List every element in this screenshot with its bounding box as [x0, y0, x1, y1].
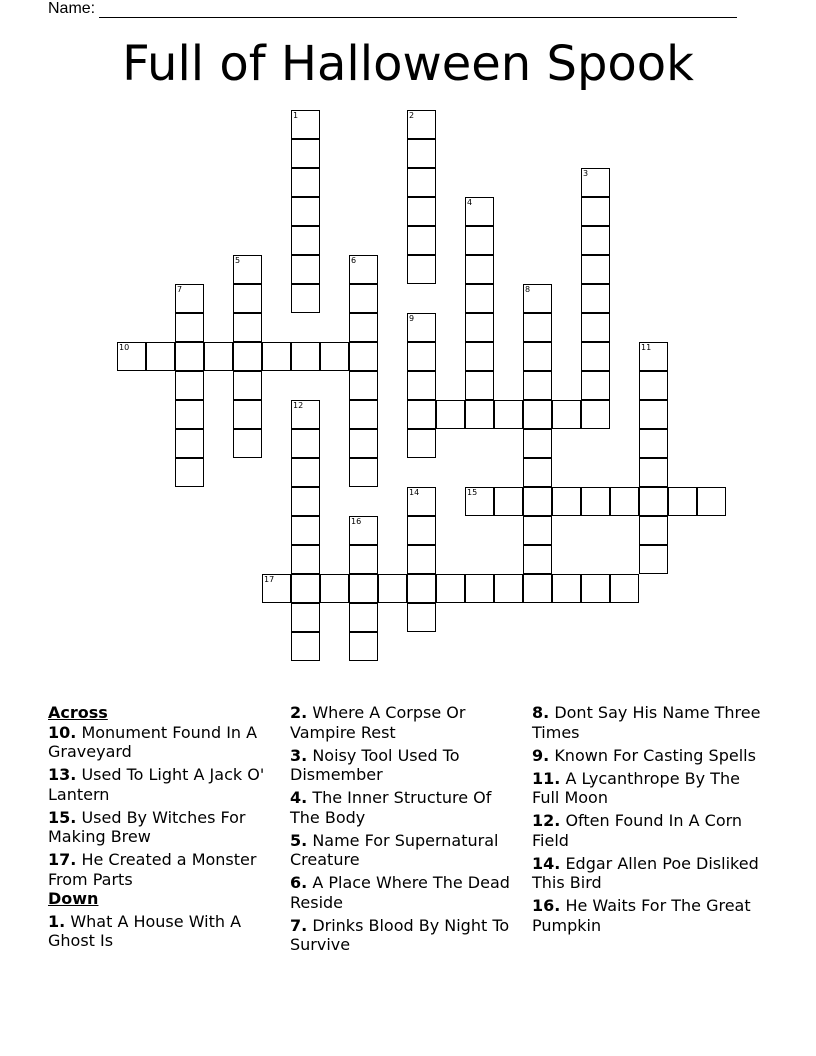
grid-cell[interactable] [349, 603, 378, 632]
grid-cell-6[interactable] [349, 255, 378, 284]
clue-number: 14 [409, 488, 420, 497]
grid-cell[interactable] [523, 458, 552, 487]
grid-cell[interactable] [523, 342, 552, 371]
clue-down-16: 16. He Waits For The Great Pumpkin [532, 896, 751, 935]
grid-cell[interactable] [291, 168, 320, 197]
clue-number: 17 [264, 575, 275, 584]
clue-number: 8 [525, 285, 531, 294]
grid-cell[interactable] [175, 371, 204, 400]
grid-cell[interactable] [407, 545, 436, 574]
clue-down-3: 3. Noisy Tool Used To Dismember [290, 745, 460, 784]
grid-cell[interactable] [407, 429, 436, 458]
clue-number: 12 [293, 401, 304, 410]
grid-cell[interactable] [407, 226, 436, 255]
grid-cell[interactable] [349, 458, 378, 487]
grid-cell[interactable] [349, 342, 378, 371]
grid-cell[interactable] [523, 545, 552, 574]
clue-number: 11 [641, 343, 652, 352]
grid-cell-15[interactable] [465, 487, 494, 516]
grid-cell[interactable] [465, 313, 494, 342]
clue-number: 5 [235, 256, 241, 265]
grid-cell[interactable] [494, 400, 523, 429]
grid-cell[interactable] [581, 400, 610, 429]
puzzle-title: Full of Halloween Spook [122, 36, 694, 92]
clue-down-6: 6. A Place Where The Dead Reside [290, 873, 510, 912]
grid-cell[interactable] [581, 284, 610, 313]
clue-number: 6 [351, 256, 357, 265]
grid-cell[interactable] [523, 574, 552, 603]
grid-cell[interactable] [291, 342, 320, 371]
grid-cell[interactable] [407, 168, 436, 197]
grid-cell[interactable] [581, 487, 610, 516]
clue-down-1: 1. What A House With A Ghost Is [48, 911, 242, 950]
grid-cell[interactable] [639, 371, 668, 400]
clue-number: 3 [583, 169, 589, 178]
grid-cell[interactable] [291, 487, 320, 516]
grid-cell[interactable] [639, 516, 668, 545]
grid-cell[interactable] [291, 284, 320, 313]
grid-cell[interactable] [552, 400, 581, 429]
name-label: Name: [48, 0, 96, 17]
grid-cell[interactable] [349, 400, 378, 429]
grid-cell[interactable] [581, 342, 610, 371]
grid-cell[interactable] [233, 284, 262, 313]
grid-cell[interactable] [233, 429, 262, 458]
grid-cell[interactable] [291, 197, 320, 226]
grid-cell[interactable] [436, 574, 465, 603]
grid-cell[interactable] [581, 255, 610, 284]
grid-cell[interactable] [291, 255, 320, 284]
grid-cell[interactable] [639, 487, 668, 516]
clue-across-13: 13. Used To Light A Jack O' Lantern [48, 765, 265, 804]
grid-cell[interactable] [639, 400, 668, 429]
grid-cell[interactable] [465, 255, 494, 284]
grid-cell[interactable] [349, 429, 378, 458]
grid-cell-17[interactable] [262, 574, 291, 603]
grid-cell[interactable] [523, 371, 552, 400]
grid-cell[interactable] [581, 197, 610, 226]
clue-across-10: 10. Monument Found In A Graveyard [48, 722, 258, 761]
clue-down-11: 11. A Lycanthrope By The Full Moon [532, 768, 740, 807]
clue-number: 4 [467, 198, 473, 207]
down-heading: Down [48, 889, 99, 908]
grid-cell[interactable] [320, 342, 349, 371]
grid-cell[interactable] [349, 313, 378, 342]
grid-cell[interactable] [291, 545, 320, 574]
grid-cell-10[interactable] [117, 342, 146, 371]
clue-down-4: 4. The Inner Structure Of The Body [290, 788, 492, 827]
grid-cell-5[interactable] [233, 255, 262, 284]
grid-cell[interactable] [407, 255, 436, 284]
clue-number: 7 [177, 285, 183, 294]
grid-cell[interactable] [523, 429, 552, 458]
grid-cell[interactable] [407, 603, 436, 632]
grid-cell-7[interactable] [175, 284, 204, 313]
clue-down-9: 9. Known For Casting Spells [532, 745, 756, 765]
clue-across-15: 15. Used By Witches For Making Brew [48, 807, 246, 846]
grid-cell[interactable] [175, 429, 204, 458]
grid-cell[interactable] [175, 313, 204, 342]
grid-cell[interactable] [581, 574, 610, 603]
clue-number: 10 [119, 343, 130, 352]
grid-cell-12[interactable] [291, 400, 320, 429]
grid-cell[interactable] [291, 429, 320, 458]
grid-cell[interactable] [349, 284, 378, 313]
grid-cell[interactable] [465, 400, 494, 429]
clue-number: 2 [409, 111, 415, 120]
clue-down-7: 7. Drinks Blood By Night To Survive [290, 915, 510, 954]
clue-column-1 [48, 703, 273, 954]
grid-cell[interactable] [349, 632, 378, 661]
grid-cell-11[interactable] [639, 342, 668, 371]
grid-cell-9[interactable] [407, 313, 436, 342]
clue-down-12: 12. Often Found In A Corn Field [532, 811, 743, 850]
grid-cell[interactable] [175, 400, 204, 429]
across-heading: Across [48, 703, 108, 722]
grid-cell[interactable] [581, 371, 610, 400]
grid-cell[interactable] [523, 516, 552, 545]
grid-cell[interactable] [407, 197, 436, 226]
grid-cell[interactable] [465, 226, 494, 255]
clue-number: 1 [293, 111, 299, 120]
grid-cell[interactable] [175, 458, 204, 487]
grid-cell[interactable] [349, 545, 378, 574]
grid-cell[interactable] [349, 371, 378, 400]
grid-cell-16[interactable] [349, 516, 378, 545]
across-clues [48, 723, 273, 890]
clue-across-17: 17. He Created a Monster From Parts [48, 850, 257, 889]
clue-down-14: 14. Edgar Allen Poe Disliked This Bird [532, 853, 759, 892]
grid-cell[interactable] [639, 429, 668, 458]
grid-cell[interactable] [291, 139, 320, 168]
grid-cell[interactable] [610, 574, 639, 603]
grid-cell[interactable] [610, 487, 639, 516]
grid-cell[interactable] [175, 342, 204, 371]
grid-cell[interactable] [262, 342, 291, 371]
grid-cell[interactable] [494, 487, 523, 516]
grid-cell[interactable] [465, 574, 494, 603]
grid-cell[interactable] [349, 574, 378, 603]
grid-cell[interactable] [233, 313, 262, 342]
grid-cell[interactable] [291, 603, 320, 632]
grid-cell[interactable] [233, 371, 262, 400]
grid-cell[interactable] [552, 574, 581, 603]
clue-number: 15 [467, 488, 478, 497]
grid-cell[interactable] [552, 487, 581, 516]
grid-cell[interactable] [407, 400, 436, 429]
grid-cell[interactable] [465, 371, 494, 400]
grid-cell[interactable] [436, 400, 465, 429]
grid-cell[interactable] [494, 574, 523, 603]
grid-cell[interactable] [523, 487, 552, 516]
clue-column-2 [290, 703, 518, 958]
clue-down-2: 2. Where A Corpse Or Vampire Rest [290, 703, 466, 742]
grid-cell[interactable] [407, 371, 436, 400]
grid-cell[interactable] [407, 516, 436, 545]
grid-cell[interactable] [291, 458, 320, 487]
grid-cell-3[interactable] [581, 168, 610, 197]
grid-cell[interactable] [378, 574, 407, 603]
clue-number: 16 [351, 517, 362, 526]
grid-cell[interactable] [291, 574, 320, 603]
grid-cell-8[interactable] [523, 284, 552, 313]
grid-cell-4[interactable] [465, 197, 494, 226]
grid-cell[interactable] [233, 400, 262, 429]
grid-cell[interactable] [668, 487, 697, 516]
grid-cell[interactable] [407, 574, 436, 603]
grid-cell[interactable] [523, 400, 552, 429]
grid-cell-1[interactable] [291, 110, 320, 139]
grid-cell[interactable] [465, 342, 494, 371]
grid-cell[interactable] [639, 545, 668, 574]
clue-column-3 [532, 703, 762, 939]
grid-cell[interactable] [407, 342, 436, 371]
grid-cell[interactable] [523, 313, 552, 342]
grid-cell[interactable] [204, 342, 233, 371]
grid-cell-14[interactable] [407, 487, 436, 516]
grid-cell[interactable] [581, 226, 610, 255]
grid-cell[interactable] [233, 342, 262, 371]
grid-cell[interactable] [146, 342, 175, 371]
grid-cell[interactable] [407, 139, 436, 168]
grid-cell[interactable] [465, 284, 494, 313]
grid-cell[interactable] [581, 313, 610, 342]
grid-cell[interactable] [291, 516, 320, 545]
grid-cell[interactable] [291, 632, 320, 661]
grid-cell[interactable] [320, 574, 349, 603]
grid-cell-2[interactable] [407, 110, 436, 139]
clue-number: 9 [409, 314, 415, 323]
grid-cell[interactable] [639, 458, 668, 487]
grid-cell[interactable] [697, 487, 726, 516]
clue-down-5: 5. Name For Supernatural Creature [290, 830, 499, 869]
clue-down-8: 8. Dont Say His Name Three Times [532, 703, 761, 742]
grid-cell[interactable] [291, 226, 320, 255]
